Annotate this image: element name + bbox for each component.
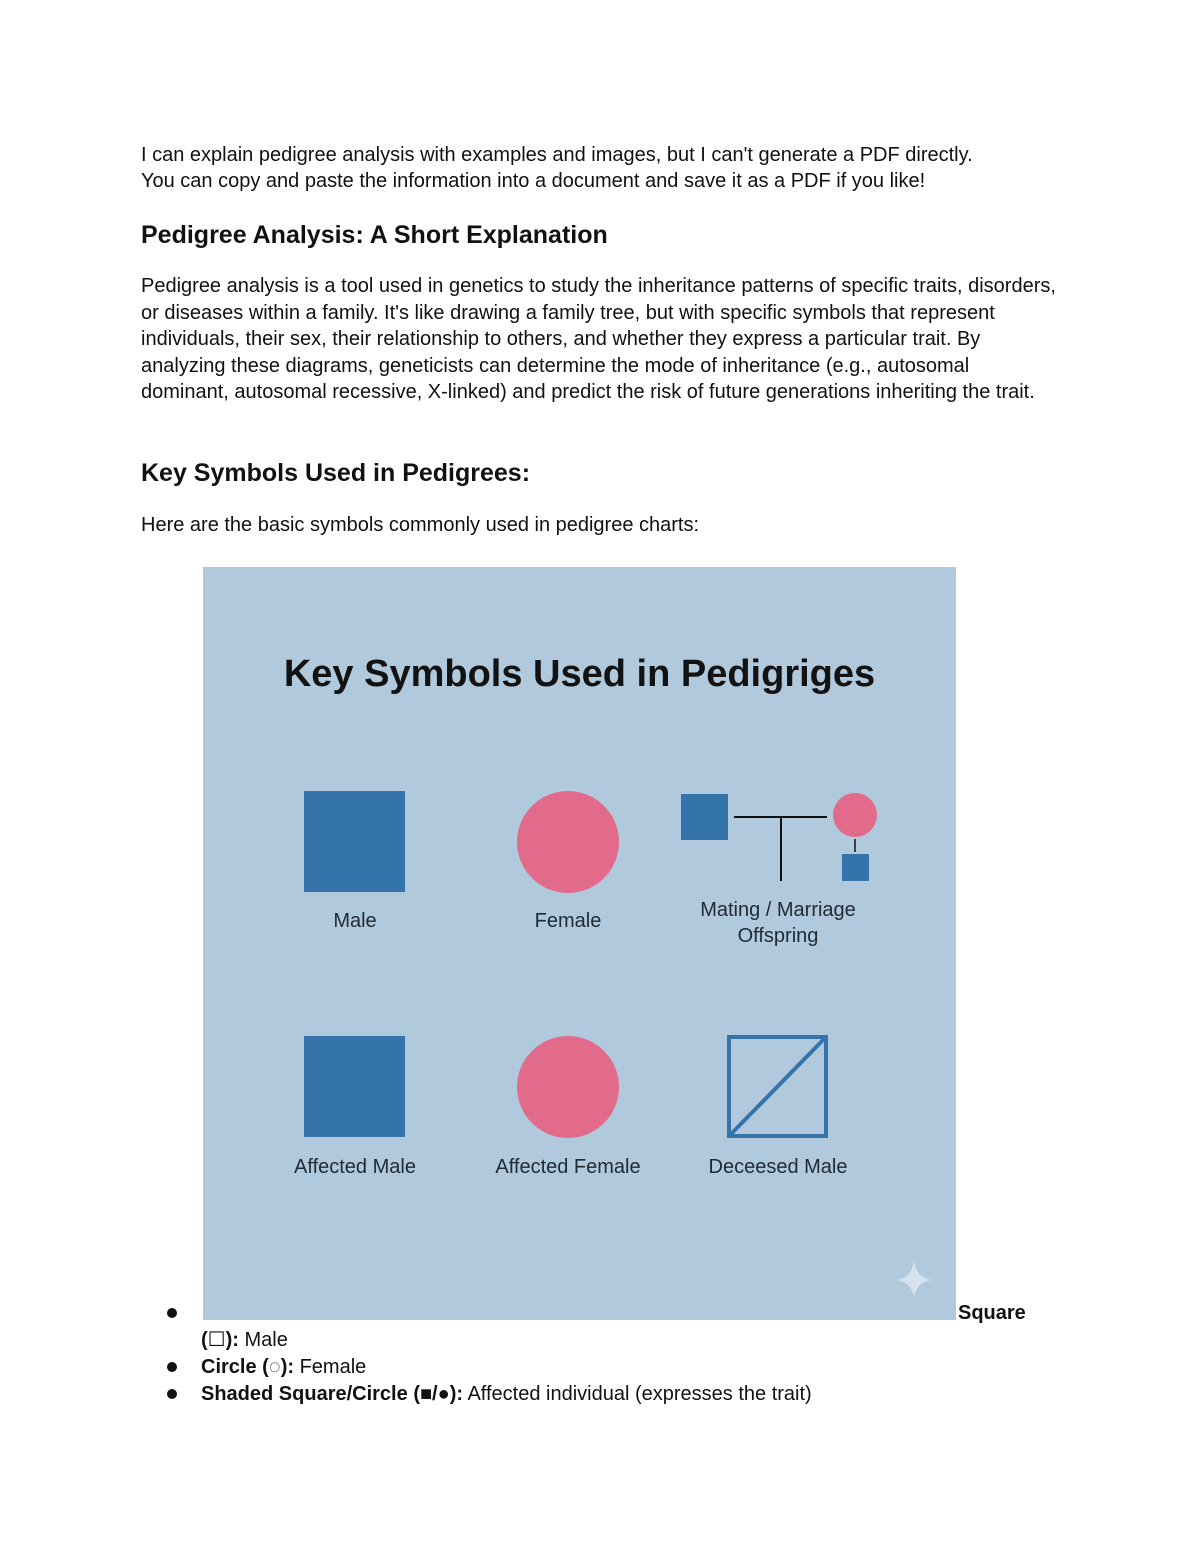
section-heading-analysis: Pedigree Analysis: A Short Explanation bbox=[141, 221, 608, 249]
female-circle-icon bbox=[517, 791, 619, 893]
sparkle-icon bbox=[896, 1260, 932, 1298]
bullet-icon bbox=[167, 1389, 177, 1399]
label-affected-male: Affected Male bbox=[294, 1156, 416, 1178]
label-affected-female: Affected Female bbox=[495, 1156, 641, 1178]
mating-male-icon bbox=[681, 794, 728, 840]
section-heading-symbols: Key Symbols Used in Pedigrees: bbox=[141, 459, 531, 487]
figure-title: Key Symbols Used in Pedigriges bbox=[283, 653, 876, 695]
bullet-icon bbox=[167, 1308, 177, 1318]
mating-female-icon bbox=[833, 793, 877, 837]
list-item bbox=[141, 1381, 1061, 1408]
bullet-symbol: (☐): bbox=[201, 1329, 239, 1351]
label-mating: Mating / Marriage bbox=[700, 899, 856, 921]
bullet-desc: Affected individual (expresses the trait) bbox=[467, 1383, 812, 1405]
bullet-desc: Female bbox=[299, 1356, 367, 1378]
bullet-term: Square bbox=[958, 1302, 1026, 1324]
label-female: Female bbox=[534, 910, 602, 932]
mating-offspring-icon bbox=[681, 793, 877, 881]
intro-line-1: I can explain pedigree analysis with examples and images, but I can't generate a PDF directly. bbox=[141, 144, 973, 166]
list-item bbox=[141, 1354, 1061, 1381]
analysis-paragraph: Pedigree analysis is a tool used in genetics to study the inheritance patterns of specific traits, disorders, or diseases within a family. It's like drawing a family tree, but with specific symbols that represent individuals, their sex, their relationship to others, and whether they express a particular trait. By analyzing these diagrams, geneticists can determine the mode of inheritance (e.g., autosomal dominant, autosomal recessive, X-linked) and predict the risk of future generations inheriting the trait. bbox=[141, 275, 1056, 404]
deceased-male-icon bbox=[729, 1037, 826, 1136]
label-male: Male bbox=[333, 910, 377, 932]
bullet-term: Shaded Square/Circle bbox=[201, 1383, 408, 1405]
label-offspring: Offspring bbox=[737, 925, 819, 947]
bullet-symbol: (■/●): bbox=[413, 1383, 464, 1405]
male-square-icon bbox=[304, 791, 405, 892]
label-deceased-male: Deceesed Male bbox=[708, 1156, 848, 1178]
bullet-term: Circle bbox=[201, 1356, 257, 1378]
affected-male-icon bbox=[304, 1036, 405, 1137]
bullet-desc: Male bbox=[244, 1329, 288, 1351]
intro-line-2: You can copy and paste the information into a document and save it as a PDF if you like! bbox=[141, 170, 926, 192]
affected-female-icon bbox=[517, 1036, 619, 1138]
intro bbox=[141, 142, 1061, 194]
pedigree-symbols-figure bbox=[203, 567, 956, 1320]
offspring-square-icon bbox=[842, 854, 869, 881]
bullet-icon bbox=[167, 1362, 177, 1372]
symbols-lead: Here are the basic symbols commonly used in pedigree charts: bbox=[141, 514, 700, 536]
bullet-symbol: (◌): bbox=[262, 1356, 295, 1378]
